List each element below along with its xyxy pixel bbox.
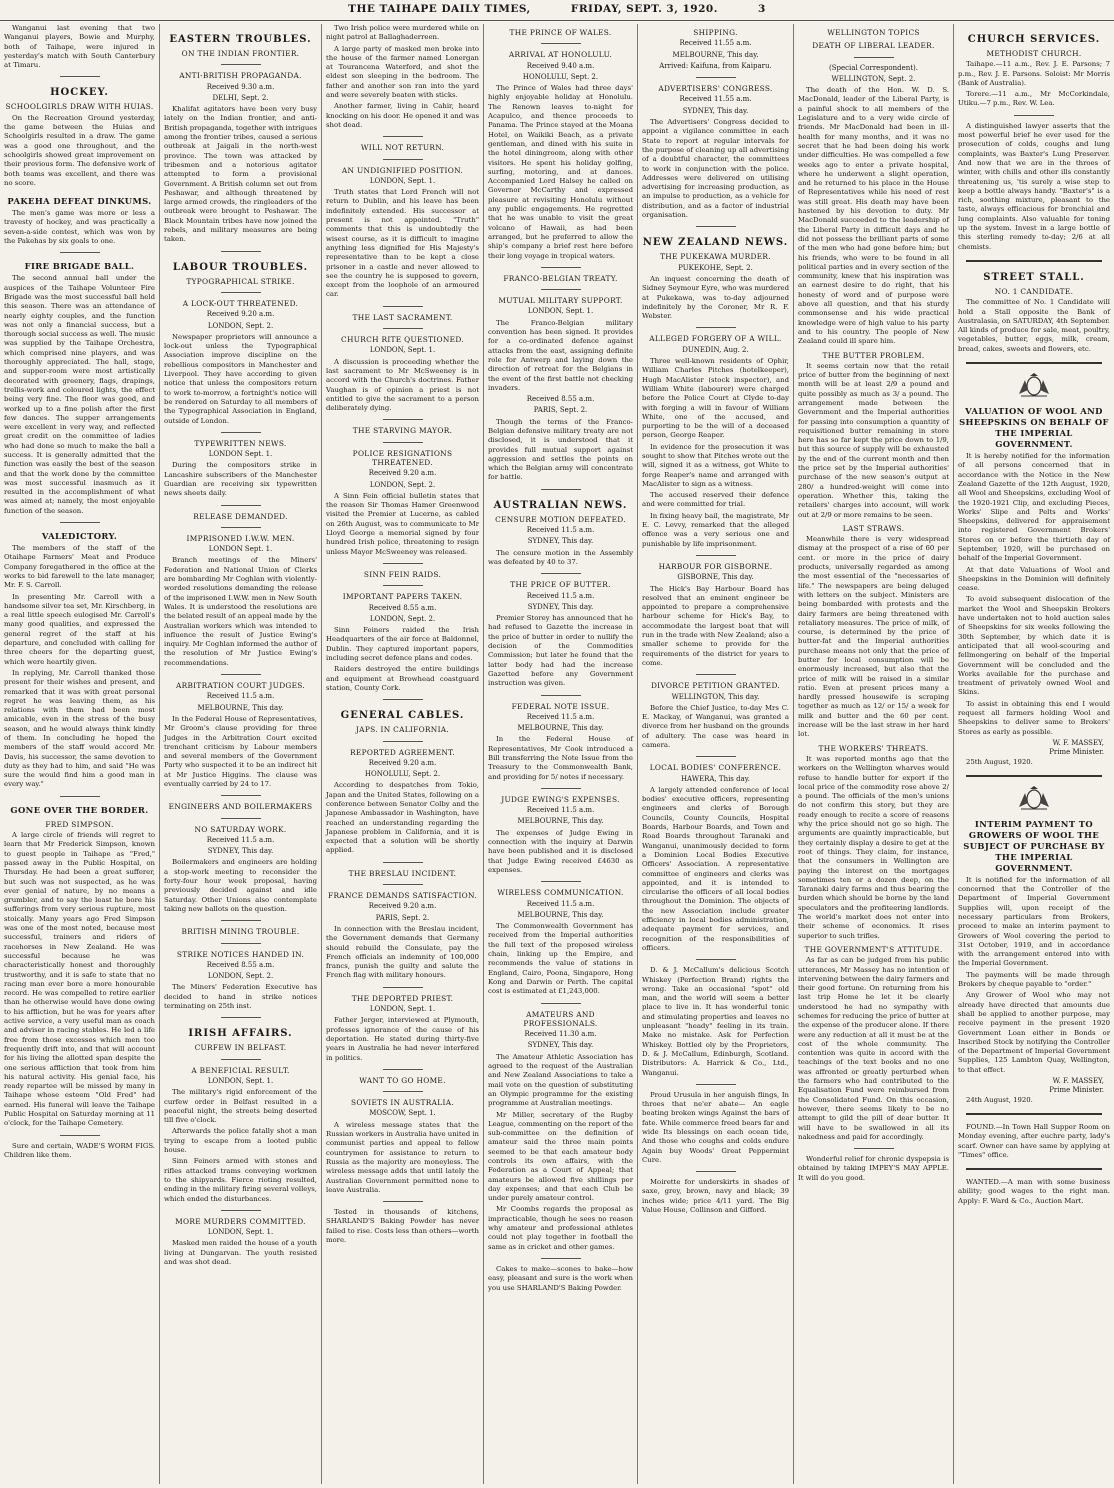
article-paragraph: Torere.—11 a.m., Mr McCorkindale, Utiku.—7 p.m., Rev. W. Lea. bbox=[958, 90, 1110, 108]
article-paragraph: Truth states that Lord French will not return to Dublin, and his leave has been indefinitely extended. His successor at present is not appointed. "Truth" comments that this is undoubtedly the wisest course, as it is difficult to imagine anything less dignified for His Majesty's representative than to be kept a close prisoner in a castle and never allowed to see the country he is supposed to govern, except from the loophole of an armoured car. bbox=[326, 188, 479, 299]
dateline: LONDON Sept. 1. bbox=[208, 545, 273, 554]
dateline: MOSCOW, Sept. 1. bbox=[369, 1109, 436, 1118]
column-divider bbox=[221, 1210, 261, 1211]
dateline: WELLINGTON, Sept. 2. bbox=[831, 74, 916, 83]
column-divider bbox=[541, 43, 581, 44]
article-paragraph: To avoid subsequent dislocation of the market the Wool and Sheepskin Brokers have undertaken not to hold auction sales of Sheepskins for six weeks following the 30th September, by which date it is anticipated that all wool-scouring and fellmongering on behalf of the Imperial Government will be concluded and the Works available for the purchase and treatment of privately owned Wool and Skins. bbox=[958, 595, 1110, 697]
article-paragraph: Tested in thousands of kitchens, SHARLAND'S Baking Powder has never failed to rise. Costs less than others—worth more. bbox=[326, 1208, 479, 1244]
signature: Prime Minister. bbox=[1049, 748, 1104, 757]
article-paragraph: FOUND.—In Town Hall Supper Room on Monday evening, after euchre party, lady's scarf. Owner can have same by applying at "Times" office. bbox=[958, 1122, 1110, 1159]
dateline: Received 11.30 a.m. bbox=[524, 1030, 597, 1039]
column-divider bbox=[221, 505, 261, 506]
article-paragraph: The Amateur Athletic Association has agreed to the request of the Australian and New Zealand Associations to take a mail vote on the question of substituting an Olympic programme for the existing programme at Australian meetings. bbox=[488, 1052, 633, 1108]
subheadline: CENSURE MOTION DEFEATED. bbox=[495, 514, 626, 524]
subheadline: SINN FEIN RAIDS. bbox=[363, 569, 442, 579]
subheadline: IMPORTANT PAPERS TAKEN. bbox=[342, 592, 463, 602]
subheadline: THE DEPORTED PRIEST. bbox=[351, 993, 454, 1003]
column-divider bbox=[383, 987, 423, 988]
subheadline: FRANCO-BELGIAN TREATY. bbox=[503, 273, 618, 283]
article-paragraph: Newspaper proprietors will announce a lock-out unless the Typographical Association improve discipline on the rebellious compositors in Manchester and Liverpool. They have according to given notice that unless the compositors return to work to-morrow, a fortnight's notice will be rendered on Saturday to all members of the Typographical Association in England, outside of London. bbox=[164, 332, 317, 425]
article-paragraph: The members of the staff of the Otaihape Farmers' Meat and Produce Company foregathered in the office at the works to bid farewell to the late manager, Mr. F. S. Carroll. bbox=[4, 544, 155, 590]
article-paragraph: Sure and certain, WADE'S WORM FIGS. Children like them. bbox=[4, 1141, 155, 1159]
column-1 bbox=[0, 24, 160, 1484]
article-paragraph: To assist in obtaining this end I would request all farmers holding Wool and Sheepskins to deliver same to Brokers' Stores as early as possible. bbox=[958, 699, 1110, 736]
dateline: WELLINGTON, This day. bbox=[671, 692, 760, 701]
column-divider bbox=[221, 943, 261, 944]
subheadline: ON THE INDIAN FRONTIER. bbox=[181, 49, 300, 58]
article-paragraph: The Commonwealth Government has received from the Imperial authorities the full text of the proposed wireless chain, linking up the Empire, and recommends the value of stations in England, Cairo, Poona, Singapore, Hong Kong and Darwin or Perth. The capital cost is estimated at £1,243,000. bbox=[488, 922, 633, 996]
article-paragraph: In evidence for the prosecution it was sought to show that Pitches wrote out the will, signed it as a witness, got White to forge Reaper's name and arranged with MacAlister to sign as a witness. bbox=[642, 442, 789, 488]
column-divider bbox=[383, 741, 423, 742]
column-divider bbox=[696, 756, 736, 757]
article-paragraph: The men's game was more or less a travesty of hockey, and was practically a seven-a-side contest, which was won by the Pakehas by six goals to one. bbox=[4, 209, 155, 246]
main-headline: CHURCH SERVICES. bbox=[967, 34, 1101, 45]
dateline: Received 11.5 a.m. bbox=[526, 591, 595, 600]
article-paragraph: Two Irish police were murdered while on night patrol at Ballaghaderreen. bbox=[326, 24, 479, 42]
article-paragraph: Branch meetings of the Miners' Federation and National Union of Clerks are bombarding Mr Coghlan with violently-worded resolutions demanding the release of the imprisoned I.W.W. men in New South Wales. It is understood the resolutions are the belated result of an appeal made by the Australian workers which was intended to influence the result of Justice Ewing's inquiry. Mr Coghlan informed the author of the resolution of Mr Justice Ewing's recommendations. bbox=[164, 556, 317, 667]
article-paragraph: It seems certain now that the retail price of butter from the beginning of next month will be at least 2/9 a pound and quite possibly as much as 3/ a pound. The arrangement made between the Government and the Imperial authorities for passing into consumption a quantity of requisitioned butter remaining in store here has so far kept the price down to 1/9, but this source of supply will be exhausted by the end of the current month and then the price set by the Imperial authorities' purchase of the new season's output at 280/ a hundred-weight will come into operation. Whether this, taking the retailers' charges into account, will work out at 2/9 or more remains to be seen. bbox=[798, 361, 949, 519]
dateline: DELHI, Sept. 2. bbox=[212, 93, 269, 102]
article-paragraph: The payments will be made through Brokers by cheque payable to "order." bbox=[958, 970, 1110, 989]
dateline: MELBOURNE, This day. bbox=[517, 910, 604, 919]
article-paragraph: The committee of No. 1 Candidate will hold a Stall opposite the Bank of Australasia, on SATURDAY, 4th September. All kinds of produce for sale, meat, poultry, vegetables, butter, eggs, milk, cream, bread, cakes, sweets and flowers, etc. bbox=[958, 298, 1110, 353]
article-paragraph: At that date Valuations of Wool and Sheepskins in the Dominion will definitely cease. bbox=[958, 565, 1110, 593]
article-paragraph: Another farmer, living in Cahir, heard knocking on his door. He opened it and was shot dead. bbox=[326, 102, 479, 129]
subheadline: FRED SIMPSON. bbox=[45, 819, 114, 829]
column-divider bbox=[541, 1258, 581, 1259]
subheadline: MUTUAL MILITARY SUPPORT. bbox=[498, 296, 623, 306]
subheadline: THE LAST SACRAMENT. bbox=[352, 312, 453, 322]
subheadline: A BENEFICIAL RESULT. bbox=[191, 1065, 290, 1075]
dateline: SYDNEY, This day. bbox=[682, 106, 749, 115]
article-paragraph: Masked men raided the house of a youth living at Dungarvan. The youth resisted and was shot dead. bbox=[164, 1239, 317, 1266]
dateline: MELBOURNE, This day. bbox=[517, 817, 604, 826]
article-paragraph: A Sinn Fein official bulletin states that the reason Sir Thomas Hamer Greenwood visited the Premier at Lucerne, as cabled on 26th August, was to communicate to Mr Lloyd George a memorial signed by four hundred Irish police, threatening to resign unless Mayor McSweeney was released. bbox=[326, 491, 479, 556]
subheadline: JAPS. IN CALIFORNIA. bbox=[355, 725, 450, 735]
dateline: PARIS, Sept. 2. bbox=[533, 406, 588, 415]
subheadline: FRANCE DEMANDS SATISFACTION. bbox=[328, 891, 477, 901]
dateline: HONOLULU, Sept. 2. bbox=[522, 72, 599, 81]
column-divider bbox=[854, 57, 894, 58]
column-divider bbox=[541, 881, 581, 882]
dateline: HAWERA, This day. bbox=[680, 774, 751, 783]
article-paragraph: Boilermakers and engineers are holding a stop-work meeting to reconsider the forty-four hour week proposal, having previously decided against and idle Saturday. Other Unions also contemplate taking new ballots on the question. bbox=[164, 858, 317, 913]
column-divider bbox=[221, 674, 261, 675]
article-paragraph: The accused reserved their defence and were committed for trial. bbox=[642, 491, 789, 509]
article-paragraph: A wireless message states that the Russian workers in Australia have united in communist parties and appeal to fellow countrymen for assistance to return to Russia as the majority are moneyless. The wireless message adds that until lately the Australian Government permitted none to leave Australia. bbox=[326, 1120, 479, 1194]
main-headline: HOCKEY. bbox=[50, 87, 109, 99]
column-divider bbox=[383, 136, 423, 137]
masthead bbox=[0, 0, 1114, 21]
column-divider bbox=[696, 77, 736, 78]
column-7 bbox=[954, 24, 1114, 1484]
column-divider bbox=[383, 1069, 423, 1070]
dateline: LONDON, Sept. 1. bbox=[369, 176, 436, 185]
subheadline: HARBOUR FOR GISBORNE. bbox=[658, 561, 773, 571]
column-divider bbox=[696, 226, 736, 227]
main-headline: GENERAL CABLES. bbox=[340, 710, 465, 722]
column-divider bbox=[383, 442, 423, 443]
article-paragraph: In the Federal House of Representatives, Mr Groom's clause providing for three Judges in the Arbitration Court excited trenchant criticism by Labour members and several members of the Government Party who suspected it to be an indirect hit at Mr Justice Higgins. The clause was eventually carried by 24 to 17. bbox=[164, 714, 317, 788]
column-divider bbox=[541, 695, 581, 696]
subheadline: JUDGE EWING'S EXPENSES. bbox=[501, 794, 620, 804]
article-paragraph: In replying, Mr. Carroll thanked those present for their wishes and present, and remarked that it was with great personal regret he was leaving them, as his relations with them had been most amicable, even in the stress of the busy season, and he would always think kindly of them. In concluding he hoped the members of the staff would accord Mr. Davis, his successor, the same devotion to duty as they had to him, and said "He was sure the would find him a good man in every way." bbox=[4, 668, 155, 789]
column-divider bbox=[221, 1017, 261, 1018]
column-divider bbox=[60, 522, 100, 523]
article-paragraph: A large party of masked men broke into the house of the farmer named Lonergan at Tourancena Waterford, and shot the eldest son sleeping in the bedroom. The father and another son ran into the yard and were severely beaten with sticks. bbox=[326, 44, 479, 100]
dateline: MELBOURNE, This day. bbox=[672, 50, 759, 59]
article-paragraph: A largely attended conference of local bodies' executive officers, representing engineers and clerks of Borough Councils, County Councils, Hospital Boards, Harbour Boards, and Town and Road Boards throughout Taranaki and Wanganui, unanimously decided to form a Dominion Local Bodies Executive Officers' Association. A representative committee of engineers and clerks was appointed, and it is intended to circularise the officers of all local bodies throughout the Dominion. The objects of the new Association include greater efficiency in local bodies administration, adequate payment for services, and recognition of the responsibilities of officers. bbox=[642, 785, 789, 952]
main-headline: NEW ZEALAND NEWS. bbox=[642, 237, 789, 249]
column-divider bbox=[60, 796, 100, 797]
article-paragraph: Mr Coombs regards the proposal as impracticable, though he sees no reason why amateur and professional athletes could not play together in football the same as in cricket and other games. bbox=[488, 1205, 633, 1251]
column-divider bbox=[966, 1168, 1103, 1170]
dateline: Received 11.5 a.m. bbox=[526, 899, 595, 908]
section-headline: GONE OVER THE BORDER. bbox=[10, 804, 149, 815]
subheadline: ARRIVAL AT HONOLULU. bbox=[508, 50, 613, 60]
subheadline: A LOCK-OUT THREATENED. bbox=[182, 298, 299, 308]
page-number: 3 bbox=[758, 3, 766, 15]
article-paragraph: The Prince of Wales had three days' highly enjoyable holiday at Honolulu. The Renown leaves to-night for Acapulco, and thence proceeds to Panama. The Prince stayed at the Moana Hotel, on Waikiki Beach, as a private gentleman, and dined with his suite in the hotel diningroom, along with other visitors. He spent his holiday golfing, surfing, motoring, and at dances. Accompanied Lord Halsey he called on Governor McCarthy and expressed pleasure at revisiting Honolulu without any public engagements. He regretted that he was unable to visit the great volcano of Hawaii, as had been arranged, but he preferred to allow the ship's company a brief rest here before their long voyage in tropical waters. bbox=[488, 84, 633, 260]
column-divider bbox=[696, 674, 736, 675]
column-divider bbox=[541, 289, 581, 290]
column-3 bbox=[322, 24, 484, 1484]
column-4 bbox=[484, 24, 638, 1484]
dateline: LONDON, Sept. 1. bbox=[369, 346, 436, 355]
dateline: LONDON, Sept. 2. bbox=[369, 480, 436, 489]
article-paragraph: Wanganui last evening that two Wanganui players, Bowie and Murphy, both of Taihape, were injured in yesterday's match with South Canterbury at Timaru. bbox=[4, 24, 155, 70]
column-divider bbox=[966, 362, 1103, 364]
dateline: Received 8.55 a.m. bbox=[368, 603, 437, 612]
article-paragraph: Moirette for underskirts in shades of saxe, grey, brown, navy and black; 39 inches wide; price 4/11 yard. The Big Value House, Collinson and Gifford. bbox=[642, 1178, 789, 1215]
subheadline: THE BUTTER PROBLEM. bbox=[822, 350, 925, 360]
article-paragraph: WANTED.—A man with some business ability; good wages to the right man. Apply: F. Ward & Co., Auction Mart. bbox=[958, 1178, 1110, 1205]
dateline: LONDON, Sept. 2. bbox=[207, 321, 274, 330]
article-paragraph: It is hereby notified for the information of all persons concerned that in accordance with the Notice in the New Zealand Gazette of the 12th August, 1920, all Wool and Sheepskins, excluding Wool of the 1920-1921 Clip, and excluding Pieces, Works' Slipe and Pelts and Works' Sheepskins, delivered for appraisement into registered Government Brokers' Stores on or before the thirtieth day of September, 1920, will be purchased on behalf of the Imperial Government. bbox=[958, 452, 1110, 563]
column-divider bbox=[541, 573, 581, 574]
subheadline: AMATEURS AND PROFESSIONALS. bbox=[523, 1009, 598, 1028]
subheadline: LOCAL BODIES' CONFERENCE. bbox=[649, 763, 782, 773]
subheadline: THE GOVERNMENT'S ATTITUDE. bbox=[804, 944, 943, 954]
dateline: Received 11.5 a.m. bbox=[206, 692, 275, 701]
article-paragraph: The Miners' Federation Executive has decided to hand in strike notices terminating on 25th inst. bbox=[164, 983, 317, 1011]
subheadline: WELLINGTON TOPICS bbox=[827, 28, 920, 37]
subheadline: SOVIETS IN AUSTRALIA. bbox=[351, 1098, 454, 1108]
subheadline: ENGINEERS AND BOILERMAKERS bbox=[168, 802, 313, 812]
subheadline: NO SATURDAY WORK. bbox=[194, 824, 287, 834]
subheadline: TYPEWRITTEN NEWS. bbox=[194, 438, 287, 448]
issue-date: FRIDAY, SEPT. 3, 1920. bbox=[570, 3, 718, 15]
article-paragraph: 24th August, 1920. bbox=[966, 1095, 1033, 1104]
dateline: Received 9.30 a.m. bbox=[206, 82, 275, 91]
column-divider bbox=[383, 1201, 423, 1202]
article-paragraph: On the Recreation Ground yesterday, the game between the Huias and Schoolgirls resulted in a draw. The game was a good one throughout, and the schoolgirls showed great improvement on their previous form. The defensive work of both teams was excellent, and there was no score. bbox=[4, 113, 155, 187]
column-6 bbox=[794, 24, 954, 1484]
dateline: (Special Correspondent). bbox=[828, 63, 919, 72]
article-paragraph: Taihape.—11 a.m., Rev. J. E. Parsons; 7 p.m., Rev. J. E. Parsons. Soloist: Mr Morris (Bank of Australia). bbox=[958, 60, 1110, 87]
subheadline: WIRELESS COMMUNICATION. bbox=[497, 888, 624, 898]
article-paragraph: Raiders destroyed the entire buildings and equipment at Browhead coastguard station, County Cork. bbox=[326, 665, 479, 692]
article-paragraph: Father Jerger, interviewed at Plymouth, professes ignorance of the cause of his deportation. He stated during thirty-five years in Australia he had never interfered in politics. bbox=[326, 1016, 479, 1062]
subheadline: CURFEW IN BELFAST. bbox=[194, 1043, 287, 1053]
column-divider bbox=[60, 252, 100, 253]
column-divider bbox=[221, 818, 261, 819]
main-headline: STREET STALL. bbox=[983, 271, 1085, 283]
dateline: LONDON, Sept. 1. bbox=[369, 1005, 436, 1014]
column-divider bbox=[221, 292, 261, 293]
article-paragraph: Proud Urusula in her anguish flings, In throes that ne'er abate— An eagle beating broken wings Against the bars of fate. While commerce freed bears far and wide Its blessings on each ocean tide, And those who coughs and colds endure Again buy Woods' Great Peppermint Cure. bbox=[642, 1090, 789, 1164]
subheadline: REPORTED AGREEMENT. bbox=[350, 747, 455, 757]
dateline: LONDON, Sept. 1. bbox=[527, 307, 594, 316]
article-paragraph: A distinguished lawyer asserts that the most powerful brief he ever used for the prosecution of colds, coughs and lung complaints, was Baxter's Lung Preserver. And now that we are in the throes of winter, with chills and other ills constantly threatening us, 'tis surely a wise step to keep a bottle always handy. "Baxter's" is a rich, soothing mixture, pleasant to the taste, always efficacious for bronchial and lung complaints. Also valuable for toning up the system. Invest in a large bottle of this sterling remedy to-day; 2/6 at all chemists. bbox=[958, 121, 1110, 251]
subheadline: WILL NOT RETURN. bbox=[360, 143, 445, 153]
dateline: MELBOURNE, This day. bbox=[197, 703, 284, 712]
subheadline: CHURCH RITE QUESTIONED. bbox=[341, 335, 464, 345]
article-paragraph: In connection with the Breslau incident, the Government demands that Germany should rebuild the Consulate, pay the French officials an indemnity of 100,000 francs, punish the guilty and salute the French flag with military honours. bbox=[326, 924, 479, 980]
article-paragraph: The expenses of Judge Ewing in connection with the inquiry at Darwin have been published and it is disclosed that Judge Ewing received £4630 as expenses. bbox=[488, 828, 633, 874]
column-divider bbox=[221, 527, 261, 528]
article-paragraph: Sinn Feiners armed with stones and rifles attacked trams conveying workmen to the shipyards. Fierce rioting resulted, ending in the military firing several volleys, which ended the disturbances. bbox=[164, 1157, 317, 1203]
subheadline: SHIPPING. bbox=[693, 28, 738, 37]
subheadline: THE BRESLAU INCIDENT. bbox=[348, 868, 457, 878]
article-paragraph: Sinn Feiners raided the Irish Headquarters of the air force at Baldonnel, Dublin. They captured important papers, including secret defence plans and codes. bbox=[326, 626, 479, 663]
subheadline: DIVORCE PETITION GRANTED. bbox=[650, 681, 781, 691]
subheadline: BRITISH MINING TROUBLE. bbox=[181, 927, 300, 937]
main-headline: EASTERN TROUBLES. bbox=[169, 34, 312, 45]
subheadline: IMPRISONED I.W.W. MEN. bbox=[186, 533, 295, 543]
column-divider bbox=[383, 862, 423, 863]
column-divider bbox=[383, 699, 423, 700]
column-divider bbox=[221, 64, 261, 65]
dateline: DUNEDIN, Aug. 2. bbox=[682, 345, 749, 354]
subheadline: LAST STRAWS. bbox=[842, 523, 905, 533]
dateline: PUKEKOHE, Sept. 2. bbox=[678, 263, 753, 272]
column-divider bbox=[383, 1091, 423, 1092]
article-paragraph: Afterwards the police fatally shot a man trying to escape from a looted public house. bbox=[164, 1127, 317, 1155]
column-divider bbox=[966, 1113, 1103, 1115]
column-divider bbox=[696, 1171, 736, 1172]
dateline: Received 11.5 a.m. bbox=[526, 806, 595, 815]
column-divider bbox=[966, 260, 1103, 262]
column-divider bbox=[221, 251, 261, 252]
subheadline: THE WORKERS' THREATS. bbox=[818, 743, 929, 753]
dateline: Received 9.20 a.m. bbox=[368, 758, 437, 767]
column-divider bbox=[221, 920, 261, 921]
article-paragraph: The military's rigid enforcement of the curfew order in Belfast resulted in a peaceful night, the streets being deserted till five o'clock. bbox=[164, 1088, 317, 1125]
main-headline: IRISH AFFAIRS. bbox=[188, 1028, 293, 1040]
column-divider bbox=[1014, 115, 1054, 116]
column-divider bbox=[383, 585, 423, 586]
column-divider bbox=[696, 959, 736, 960]
dateline: Received 9.20 a.m. bbox=[368, 469, 437, 478]
column-divider bbox=[383, 419, 423, 420]
article-paragraph: The censure motion in the Assembly was defeated by 40 to 37. bbox=[488, 548, 633, 566]
dateline: Received 8.55 a.m. bbox=[206, 960, 275, 969]
dateline: Received 9.20 a.m. bbox=[368, 902, 437, 911]
dateline: PARIS, Sept. 2. bbox=[375, 913, 430, 922]
subheadline: POLICE RESIGNATIONS THREATENED. bbox=[352, 448, 453, 467]
newspaper-title: THE TAIHAPE DAILY TIMES, bbox=[348, 3, 531, 15]
dateline: SYDNEY, This day. bbox=[527, 602, 594, 611]
section-headline: FIRE BRIGADE BALL. bbox=[24, 261, 135, 272]
subheadline: STRIKE NOTICES HANDED IN. bbox=[176, 949, 305, 959]
subheadline: ADVERTISERS' CONGRESS. bbox=[658, 84, 773, 94]
subheadline: METHODIST CHURCH. bbox=[986, 49, 1082, 58]
article-paragraph: As far as can be judged from his public utterances, Mr Massey has no intention of intervening between the dairy farmers and their good fortune. On returning from his last trip Home he let it be clearly understood he had no sympathy with schemes for reducing the price of butter at the expense of the producer alone. If there were any reduction at all it must be at the cost of the whole community. The contention was quite in accord with the teachings of the text books and no one was affronted or greatly perturbed when the farmers who had contributed to the Equalisation Fund were reimbursed from the Consolidated Fund. On this occasion, however, there seems likely to be no attempt to gild the pill of dear butter. It will have to be swallowed in all its nakedness and paid for accordingly. bbox=[798, 956, 949, 1141]
column-divider bbox=[696, 555, 736, 556]
dateline: SYDNEY, This day. bbox=[527, 537, 594, 546]
subheadline: ALLEGED FORGERY OF A WILL. bbox=[649, 334, 782, 344]
dateline: LONDON Sept. 1. bbox=[208, 450, 273, 459]
article-paragraph: Premier Storey has announced that he had refused to Gazette the increase in the price of butter in order to nullify the decision of the Commodities Commission; but later he found that the latter body had had the increase Gazetted before any Government instruction was given. bbox=[488, 614, 633, 688]
article-paragraph: The Hick's Bay Harbour Board has resolved that an eminent engineer be appointed to prepare a comprehensive harbour scheme for Hick's Bay, to accommodate the largest boat that will run in the trade with New Zealand; also a smaller scheme to provide for the requirements of the district for years to come. bbox=[642, 584, 789, 667]
dateline: Received 9.20 a.m. bbox=[206, 310, 275, 319]
article-paragraph: Wonderful relief for chronic dyspepsia is obtained by taking IMPEY'S MAY APPLE. It will do you good. bbox=[798, 1155, 949, 1182]
column-divider bbox=[60, 76, 100, 77]
column-divider bbox=[221, 432, 261, 433]
main-headline: AUSTRALIAN NEWS. bbox=[493, 499, 628, 511]
dateline: Received 11.5 a.m. bbox=[526, 712, 595, 721]
column-divider bbox=[383, 306, 423, 307]
column-divider bbox=[60, 1135, 100, 1136]
subheadline: RELEASE DEMANDED. bbox=[193, 511, 288, 521]
column-divider bbox=[541, 1003, 581, 1004]
article-paragraph: Though the terms of the Franco-Belgian defensive military treaty are not disclosed, it is understood that it provides full mutual support against aggression and settles the points on which the Belgian army will concentrate for battle. bbox=[488, 417, 633, 482]
dateline: LONDON, Sept. 2. bbox=[207, 972, 274, 981]
article-paragraph: Three well-known residents of Ophir, William Charles Pitches (hotelkeeper), Hugh MacAlister (stock inspector), and William White (labourer) were charged before the Police Court at Clyde to-day with forging a will in favour of William White, one of the accused, and purporting to be the will of a deceased person, George Reaper. bbox=[642, 357, 789, 440]
article-paragraph: The second annual ball under the auspices of the Taihape Volunteer Fire Brigade was the most successful ball held this season. There was an attendance of nearly eighty couples, and the function was not only a financial success, but a thorough social success as well. The music was supplied by the Taihape Orchestra, which comprised nine players, and was thoroughly appreciated. The hall, stage, and supper-room were most artistically decorated with greenery, flags, drapings, trellis-work and coloured lights, the effect being very fine. The floor was good, and worked up to a fine polish after the first few dances. The supper arrangements were excellent in very way, and reflected great credit on the committee of ladies who had done so much to make the ball a success. It is generally admitted that the function was easily the best of the season and that the work done by the committee was most successful inasmuch as it resulted in the accomplishment of what was aimed at; namely, the most enjoyable function of the season. bbox=[4, 274, 155, 515]
article-paragraph: Before the Chief Justice, to-day Mrs C. E. Mackay, of Wanganui, was granted a divorce from her husband on the grounds of adultery. The case was heard in camera. bbox=[642, 703, 789, 749]
dateline: GISBORNE, This day. bbox=[677, 573, 754, 582]
signature: Prime Minister. bbox=[1049, 1086, 1104, 1095]
article-paragraph: During the compositors strike in Lancashire subscribers of the Manchester Guardian are receiving six typewritten news sheets daily. bbox=[164, 461, 317, 498]
subheadline: SCHOOLGIRLS DRAW WITH HUIAS. bbox=[5, 102, 154, 112]
dateline: Received 11.5 a.m. bbox=[206, 835, 275, 844]
subheadline: THE PUKEKAWA MURDER. bbox=[660, 252, 771, 262]
article-paragraph: Cakes to make—scones to bake—how easy, pleasant and sure is the work when you use SHARLAND'S Baking Powder. bbox=[488, 1264, 633, 1292]
subheadline: NO. 1 CANDIDATE. bbox=[994, 286, 1074, 296]
article-paragraph: In presenting Mr. Carroll with a handsome silver tea set, Mr. Kirschberg, in a real little speech eulogised Mr. Carroll's many good qualities, and expressed the general regret of the staff at his departure, and concluded with calling for three cheers for the departing guest, which were heartily given. bbox=[4, 592, 155, 666]
article-paragraph: A discussion is proceeding whether the last sacrament to Mr McSweeney is in accord with the Church's doctrines. Father Vaughan is of opinion a priest is not entitled to give the sacrament to a person deliberately dying. bbox=[326, 357, 479, 413]
article-paragraph: According to despatches from Tokio, Japan and the United States, following on a conference between Senator Colby and the Japanese Ambassador in Washington, have reached an understanding regarding the Japanese problem in California, and it is expected that a solution will be shortly applied. bbox=[326, 781, 479, 855]
dateline: LONDON, Sept. 2. bbox=[369, 614, 436, 623]
column-divider bbox=[541, 267, 581, 268]
column-divider bbox=[541, 489, 581, 490]
article-paragraph: Any Grower of Wool who may not already have directed that amounts due shall be applied to another purpose, may receive payment in the present 1920 Government Loan either in Bonds or Inscribed Stock by notifying the Controller of the Department of Imperial Government Supplies, 125 Lambton Quay, Wellington, to that effect. bbox=[958, 991, 1110, 1074]
dateline: SYDNEY, This day. bbox=[207, 847, 274, 856]
article-paragraph: In the Federal House of Representatives, Mr Cook introduced a Bill transferring the Note Issue from the Treasury to the Commonwealth Bank, and providing for 5/ notes if necessary. bbox=[488, 735, 633, 781]
article-paragraph: A large circle of friends will regret to learn that Mr Frederick Simpson, known to guest people in Taihape as "Fred," passed away in the Public Hospital, on Thursday. He had been a great sufferer, but such was not suspected, as he was ever genial of nature, by no means a grumbler, and to say the least he bore his sufferings from very serious rupture, most stoically. Many years ago Fred Simpson was one of the most noted, because most successful, trainers and riders of racehorses in New Zealand. He was successful because he was characteristically honest and thoroughly trustworthy, and it is safe to state that no racing man ever bore a more honourable record. He was compelled to retire earlier than he otherwise would have done owing to his affliction, but he was for years after active service, a very useful man as coach and adviser in racing stables. He led a life free from those excesses which men too frequently drift into, and that will account for his living the allotted span despite the one serious affliction that took from him his natural activity. His genial face, his ready repartee will be missed by many in Taihape whose esteem "Old Fred" had earned. His funeral will leave the Taihape Public Hospital on Saturday morning at 11 o'clock, for the Taihape Cemetery. bbox=[4, 831, 155, 1128]
dateline: Received 8.55 a.m. bbox=[526, 395, 595, 404]
dateline: Received 11.55 a.m. bbox=[679, 39, 752, 48]
column-divider bbox=[383, 328, 423, 329]
column-divider bbox=[383, 884, 423, 885]
section-headline: PAKEHA DEFEAT DINKUMS. bbox=[7, 196, 152, 207]
column-divider bbox=[696, 327, 736, 328]
dateline: Received 11.55 a.m. bbox=[679, 95, 752, 104]
column-divider bbox=[383, 563, 423, 564]
column-divider bbox=[541, 788, 581, 789]
coat-of-arms-icon bbox=[1015, 785, 1053, 811]
subheadline: FEDERAL NOTE ISSUE. bbox=[511, 701, 610, 711]
dateline: LONDON, Sept. 1. bbox=[207, 1076, 274, 1085]
subheadline: DEATH OF LIBERAL LEADER. bbox=[812, 41, 935, 51]
article-paragraph: 25th August, 1920. bbox=[966, 757, 1033, 766]
article-paragraph: The death of the Hon. W. D. S. MacDonald, leader of the Liberal Party, is a painful shock to all members of the Legislature and to a very wide circle of friends. Mr MacDonald had been in ill-health for many months, and it was no secret that he had been doing his work under difficulties. He was compelled a few weeks ago to enter a private hospital, where he underwent a slight operation, and he returned to his place in the House of Representatives while his need of rest was still great. His death may have been hastened by his devotion to duty. Mr MacDonald succeeded to the leadership of the Liberal Party in difficult days and he did not possess the brilliant parts of some of the men who had gone before him; but his friends, who were to be found in all political parties and in every section of the community, knew that his inspiration was an earnest desire to do right, that his honesty of word and of purpose were above all question, and that his sturdy commonsense and his wide practical knowledge were of high value to his party and to his country. The people of New Zealand could ill spare him. bbox=[798, 86, 949, 346]
article-paragraph: In fixing heavy bail, the magistrate, Mr E. C. Levvy, remarked that the alleged offence was a very serious one and punishable by life imprisonment. bbox=[642, 511, 789, 548]
dateline: HONOLULU, Sept. 2. bbox=[364, 770, 441, 779]
signature: W. F. MASSEY, bbox=[1052, 738, 1104, 747]
article-paragraph: The Franco-Belgian military convention has been signed. It provides for a co-ordinated defence against attacks from the east, assigning definite role for Antwerp and laying down the direction of retreat for the Belgians in the event of the first battle not checking invaders. bbox=[488, 318, 633, 392]
section-headline: VALEDICTORY. bbox=[41, 531, 118, 542]
article-paragraph: Meanwhile there is very widespread dismay at the prospect of a rise of 60 per cent. or more in the price of dairy products, universally regarded as among the most essential of the "necessaries of life." The newspapers are being deluged with letters on the subject. Ministers are being bombarded with protests and the dairy farmers are being threatened with retaliatory measures. The price of milk, of course, is determined by the price of butter-fat and the Imperial authorities purchase means not only that the price of butter for local consumption will be enormously increased, but also that the price of milk will be raised in a similar ratio. Even at present prices many a hardly pressed housewife is scraping together as much as 12/ or 15/ a week for milk and butter and the 60 per cent. increase will be the last straw in her hard lot. bbox=[798, 535, 949, 739]
dateline: Received 9.40 a.m. bbox=[526, 61, 595, 70]
article-paragraph: Khalifat agitators have been very busy lately on the Indian frontier, and anti-British propaganda, together with intrigues among the frontier tribes, caused a serious outbreak at Jaigali in the north-west province. The town was attacked by tribesmen and a notorious agitator attempted to form a provisional Government. A British column set out from Peshawar, and although threatened by large armed crowds, the ringleaders of the outbreak were brought to Peshawar. The Black Mountain tribes have now joined the rebels, and military measures are being taken. bbox=[164, 105, 317, 244]
dateline: Received 11.5 a.m. bbox=[526, 526, 595, 535]
column-divider bbox=[854, 1148, 894, 1149]
section-headline: VALUATION OF WOOL AND SHEEPSKINS ON BEHALF OF THE IMPERIAL GOVERNMENT. bbox=[959, 406, 1109, 450]
dateline: LONDON, Sept. 1. bbox=[207, 1228, 274, 1237]
column-divider bbox=[383, 159, 423, 160]
article-paragraph: D. & J. McCallum's delicious Scotch Whiskey (Perfection Brand) rights the wrong. Take an occasional "spot" old man, and the world will seem a better place to live in. It has wonderful tonic and stimulating properties and leaves no unpleasant "heady" feeling in its train. Make no mistake. Ask for Perfection Whiskey. Bottled oly by the Proprietors, D. & J. McCallum, Edinburgh, Scotland. Distributors: A. Harrick & Co., Ltd., Wanganui. bbox=[642, 966, 789, 1077]
subheadline: THE STARVING MAYOR. bbox=[352, 426, 453, 436]
subheadline: ANTI-BRITISH PROPAGANDA. bbox=[179, 71, 302, 81]
article-paragraph: It is notified for the information of all concerned that the Controller of the Department of Imperial Government Supplies will, upon receipt of the necessary particulars from Brokers, proceed to make an interim payment to Growers of Wool covering the period to 31st October, 1919, and in accordance with the arrangement entered into with the Imperial Government. bbox=[958, 875, 1110, 968]
subheadline: WANT TO GO HOME. bbox=[359, 1075, 446, 1085]
column-divider bbox=[221, 795, 261, 796]
article-paragraph: It was reported months ago that the workers on the Wellington wharves would refuse to handle butter for export if the local price of the commodity rose above 2/ a pound. The officials of the men's unions do not confirm this story, but they are ready enough to recite a score of reasons why the price should not go so high. The arguments are quaintly impracticable, but they certainly display a desire to get at the root of things. They claim, for instance, that the consumers in Wellington are paying the interest on the mortgages sometimes ten or a dozen deep, on the Taranaki dairy farms and thus bearing the burden which should be borne by the land speculators and the profiteering landlords. The world's market does not enter into their scheme of economics. It rises superior to such trifles. bbox=[798, 754, 949, 940]
subheadline: MORE MURDERS COMMITTED. bbox=[175, 1216, 306, 1226]
main-headline: LABOUR TROUBLES. bbox=[172, 261, 309, 273]
dateline: Arrived: Kaifuna, from Kaiparu. bbox=[659, 61, 772, 70]
column-divider bbox=[696, 1084, 736, 1085]
subheadline: AN UNDIGNIFIED POSITION. bbox=[341, 165, 464, 175]
article-paragraph: Mr Miller, secretary of the Rugby League, commenting on the report of the sub-committee on the definition of amateur said the three main points seemed to be that each amateur body controls its own affairs, with the Federation as a Court of Appeal; that amateurs be allowed five shillings per day expenses; and that each Club be under purely amateur control. bbox=[488, 1110, 633, 1203]
subheadline: ARBITRATION COURT JUDGES. bbox=[175, 681, 306, 691]
column-divider bbox=[966, 775, 1103, 777]
dateline: MELBOURNE, This day. bbox=[517, 724, 604, 733]
article-paragraph: The Advertisers' Congress decided to appoint a vigilance committee in each State to report at regular intervals for the purpose of cleaning up all advertising of a doubtful character, the committees to work in conjunction with the police. Addresses were delivered on utilising advertising for increasing production, as an impulse to production, as a vehicle for distribution, and as a factor of industrial organisation. bbox=[642, 118, 789, 220]
dateline: SYDNEY, This day. bbox=[527, 1041, 594, 1050]
column-2 bbox=[160, 24, 322, 1484]
subheadline: TYPOGRAPHICAL STRIKE. bbox=[186, 276, 295, 286]
signature: W. F. MASSEY, bbox=[1052, 1077, 1104, 1086]
coat-of-arms-icon bbox=[1015, 372, 1053, 398]
section-headline: INTERIM PAYMENT TO GROWERS OF WOOL THE SUBJECT OF PURCHASE BY THE IMPERIAL GOVERNMENT. bbox=[963, 818, 1105, 873]
article-paragraph: An inquest concerning the death of Sidney Seymour Eyre, who was murdered at Pukekawa, was to-day adjourned indefinitely by the Coroner, Mr R. F. Webster. bbox=[642, 274, 789, 321]
subheadline: THE PRICE OF BUTTER. bbox=[510, 580, 611, 590]
column-5 bbox=[638, 24, 794, 1484]
column-divider bbox=[221, 1059, 261, 1060]
subheadline: THE PRINCE OF WALES. bbox=[509, 28, 612, 37]
